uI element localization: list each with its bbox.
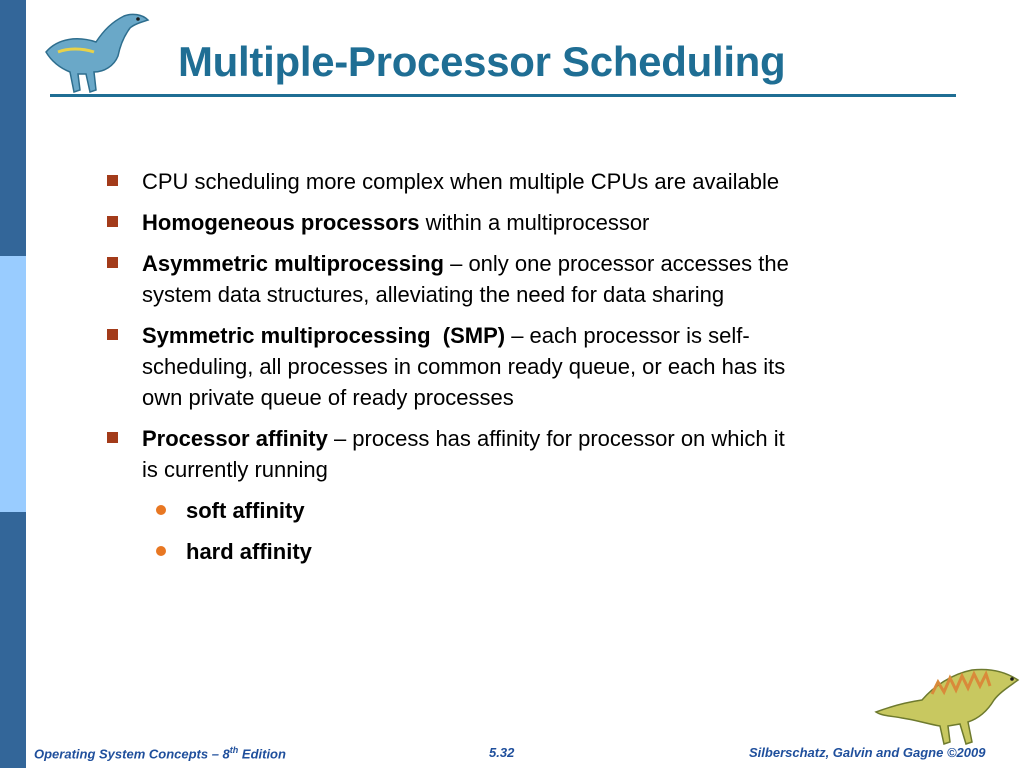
bullet-text: – process has affinity for processor on which it is currently running — [142, 426, 785, 482]
footer-book-sup: th — [229, 745, 239, 755]
sub-bullet-item — [148, 495, 804, 526]
sidebar-segment-dark-top — [0, 0, 26, 256]
dinosaur-logo-top-icon — [38, 8, 158, 96]
bullet-bold-term: Processor affinity — [142, 426, 328, 451]
round-bullet-icon — [156, 505, 166, 515]
sidebar-segment-light — [0, 256, 26, 512]
footer-book-suffix: Edition — [238, 746, 286, 762]
bullet-list — [104, 166, 804, 577]
bullet-bold-term: Asymmetric multiprocessing — [142, 251, 444, 276]
bullet-item — [104, 320, 804, 413]
sub-bullet-text: hard affinity — [186, 539, 312, 564]
dinosaur-logo-bottom-icon — [872, 660, 1022, 748]
bullet-item — [104, 423, 804, 485]
square-bullet-icon — [107, 216, 118, 227]
bullet-text: CPU scheduling more complex when multiple CPUs are available — [142, 169, 780, 194]
bullet-item — [104, 166, 804, 197]
bullet-item — [104, 207, 804, 238]
footer-book-title — [34, 745, 286, 761]
square-bullet-icon — [107, 432, 118, 443]
round-bullet-icon — [156, 546, 166, 556]
bullet-bold-term: Symmetric multiprocessing (SMP) — [142, 323, 506, 348]
left-sidebar-bar — [0, 0, 26, 768]
footer-book-prefix: Operating System Concepts – 8 — [34, 746, 230, 762]
square-bullet-icon — [107, 329, 118, 340]
sub-bullet-text: soft affinity — [186, 498, 305, 523]
footer-page-number: 5.32 — [489, 745, 515, 760]
sidebar-segment-dark-bottom — [0, 512, 26, 768]
bullet-text: within a multiprocessor — [419, 210, 650, 235]
sub-bullet-item — [148, 536, 804, 567]
bullet-item — [104, 248, 804, 310]
bullet-text: – each processor is self-scheduling, all processes in common ready queue, or each has its own private queue of ready processes — [142, 323, 786, 410]
title-underline — [50, 94, 956, 97]
square-bullet-icon — [107, 257, 118, 268]
bullet-bold-term: Homogeneous processors — [142, 210, 420, 235]
square-bullet-icon — [107, 175, 118, 186]
bullet-text: – only one processor accesses the system data structures, alleviating the need for data sharing — [142, 251, 789, 307]
footer-authors: Silberschatz, Galvin and Gagne ©2009 — [749, 745, 986, 760]
slide-title: Multiple-Processor Scheduling — [178, 38, 786, 85]
